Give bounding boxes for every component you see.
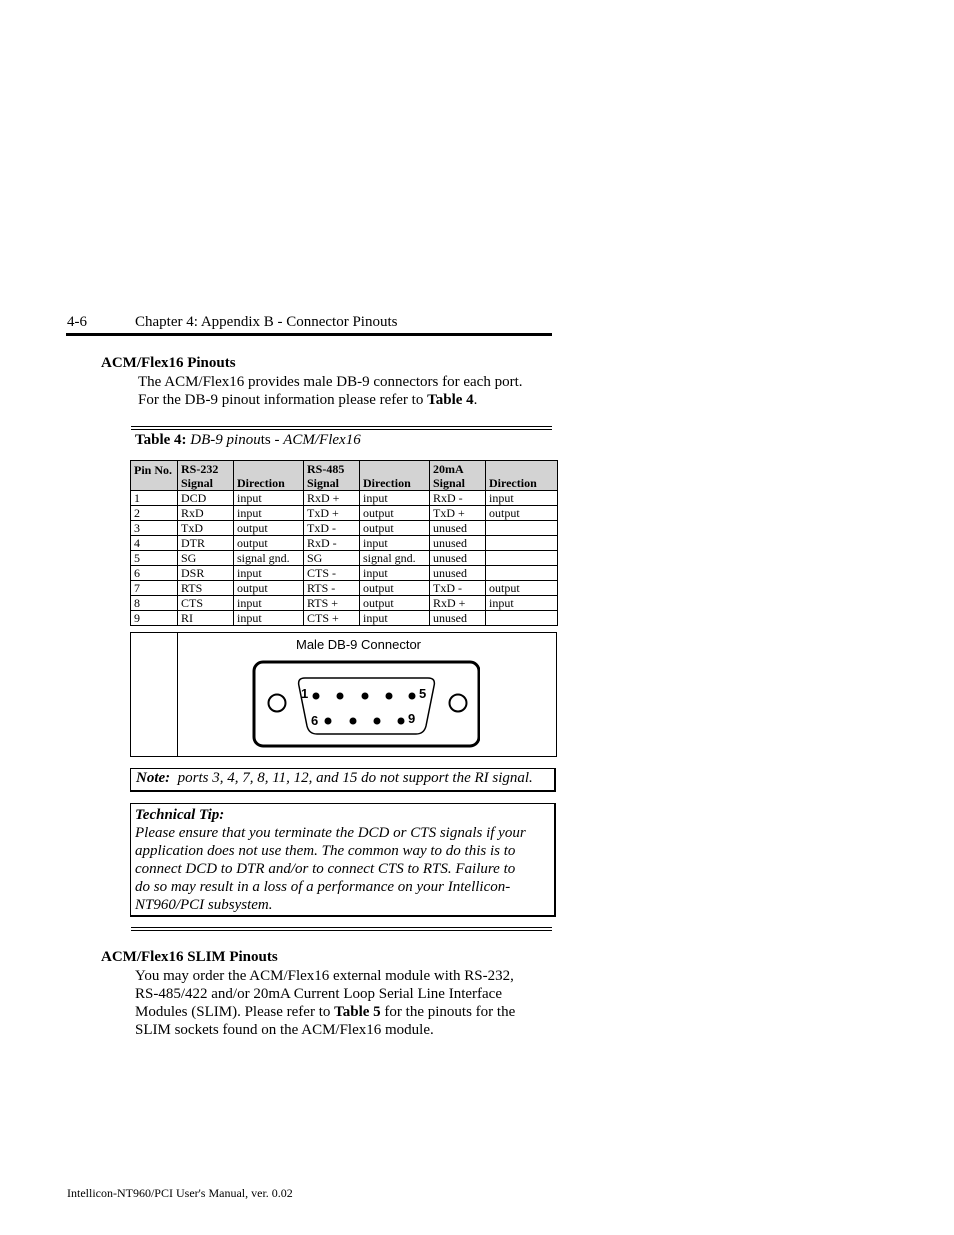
table-cell: 8	[131, 596, 178, 611]
table-row	[131, 491, 558, 506]
paragraph-line: You may order the ACM/Flex16 external module with RS-232,	[135, 968, 514, 984]
table-cell: TxD +	[430, 506, 486, 521]
table-cell: DSR	[178, 566, 234, 581]
technical-tip-box	[130, 803, 556, 917]
table-cell: 1	[131, 491, 178, 506]
table-cell: unused	[430, 566, 486, 581]
table-cell: output	[234, 521, 304, 536]
tip-line: do so may result in a loss of a performance on your Intellicon-	[135, 879, 511, 895]
table-row	[131, 596, 558, 611]
table-cell: output	[360, 581, 430, 596]
header-rs232-signal: RS-232 Signal	[178, 461, 234, 491]
table-cell: signal gnd.	[360, 551, 430, 566]
table-cell: output	[360, 596, 430, 611]
table-cell: unused	[430, 551, 486, 566]
table-cell: input	[234, 491, 304, 506]
section-paragraph-pinouts	[138, 373, 523, 409]
header-rs485-signal: RS-485 Signal	[304, 461, 360, 491]
table-cell: 5	[131, 551, 178, 566]
tip-title: Technical Tip:	[135, 807, 225, 823]
table-cell: output	[486, 506, 558, 521]
table-caption-text: ts -	[260, 432, 284, 448]
pin-9-label: 9	[408, 711, 416, 726]
paragraph-text: .	[473, 392, 478, 408]
table-row	[131, 551, 558, 566]
table-cell: signal gnd.	[234, 551, 304, 566]
pin-5-label: 5	[419, 686, 427, 701]
table-cell: RI	[178, 611, 234, 626]
paragraph-text: Modules (SLIM). Please refer to	[135, 1004, 335, 1020]
page-footer: Intellicon-NT960/PCI User's Manual, ver. 0.02	[67, 1186, 293, 1200]
mounting-hole-right	[450, 695, 467, 712]
connector-box-divider	[177, 632, 178, 757]
paragraph-text: For the DB-9 pinout information please refer to	[138, 392, 428, 408]
table-cell: unused	[430, 536, 486, 551]
table-cell: output	[234, 581, 304, 596]
header-rs485-direction: Direction	[360, 461, 430, 491]
table-cell: RxD +	[430, 596, 486, 611]
table-cell: RxD +	[304, 491, 360, 506]
note-text: ports 3, 4, 7, 8, 11, 12, and 15 do not support the RI signal.	[177, 770, 533, 786]
table-cell: output	[360, 521, 430, 536]
table-cell: 6	[131, 566, 178, 581]
table-cell: SG	[178, 551, 234, 566]
pin-1-label: 1	[301, 686, 309, 701]
table-row	[131, 581, 558, 596]
table-cell: CTS	[178, 596, 234, 611]
table-cell: input	[360, 491, 430, 506]
pin-icon	[374, 718, 381, 725]
table-cell: DCD	[178, 491, 234, 506]
section-title-pinouts: ACM/Flex16 Pinouts	[101, 355, 236, 371]
table-cell: input	[360, 566, 430, 581]
header-rs232-direction: Direction	[234, 461, 304, 491]
paragraph-text: for the pinouts for the	[380, 1004, 516, 1020]
table-row	[131, 521, 558, 536]
table-row	[131, 536, 558, 551]
paragraph-line	[138, 391, 523, 409]
table-cell: input	[360, 536, 430, 551]
note-label: Note:	[136, 770, 171, 786]
pin-icon	[362, 693, 369, 700]
table-cell: input	[486, 491, 558, 506]
section-title-slim-pinouts: ACM/Flex16 SLIM Pinouts	[101, 949, 278, 965]
table-row	[131, 566, 558, 581]
table-caption-label: Table 4:	[135, 432, 187, 448]
double-rule-bottom	[131, 927, 552, 931]
section-paragraph-slim	[135, 967, 515, 1039]
table-cell	[486, 551, 558, 566]
mounting-hole-left	[269, 695, 286, 712]
table-reference: Table 4	[427, 392, 474, 408]
table-caption-italic: DB-9 pinou	[190, 432, 261, 448]
pin-icon	[337, 693, 344, 700]
table-cell	[486, 566, 558, 581]
table-cell: TxD -	[430, 581, 486, 596]
pin-icon	[409, 693, 416, 700]
table-cell: input	[234, 611, 304, 626]
table-cell: 3	[131, 521, 178, 536]
table-row	[131, 506, 558, 521]
page-number: 4-6	[67, 314, 87, 330]
table-reference: Table 5	[334, 1004, 381, 1020]
table-cell: DTR	[178, 536, 234, 551]
table-cell: output	[234, 536, 304, 551]
table-cell	[486, 611, 558, 626]
paragraph-line	[135, 1003, 515, 1021]
table-cell: TxD -	[304, 521, 360, 536]
table-cell: 7	[131, 581, 178, 596]
table-cell: SG	[304, 551, 360, 566]
table-cell: input	[234, 566, 304, 581]
header-20ma-direction: Direction	[486, 461, 558, 491]
table-cell: unused	[430, 521, 486, 536]
table-cell: output	[486, 581, 558, 596]
header-20ma-signal: 20mA Signal	[430, 461, 486, 491]
table-cell	[486, 521, 558, 536]
table-cell: RxD -	[430, 491, 486, 506]
note-box	[130, 768, 556, 792]
table-cell: TxD +	[304, 506, 360, 521]
header-pin-no: Pin No.	[131, 461, 178, 491]
pin-icon	[325, 718, 332, 725]
chapter-title: Chapter 4: Appendix B - Connector Pinouts	[135, 314, 398, 330]
table-row	[131, 611, 558, 626]
table-cell: CTS +	[304, 611, 360, 626]
paragraph-line: The ACM/Flex16 provides male DB-9 connectors for each port.	[138, 374, 523, 390]
table-cell: RxD -	[304, 536, 360, 551]
db9-connector-icon	[250, 658, 480, 750]
table-cell	[486, 536, 558, 551]
table-cell: input	[234, 506, 304, 521]
table-caption	[135, 432, 361, 449]
pin-icon	[386, 693, 393, 700]
table-caption-italic: ACM/Flex16	[283, 432, 361, 448]
tip-line: application does not use them. The common way to do this is to	[135, 843, 516, 859]
pin-6-label: 6	[311, 713, 319, 728]
table-cell: RTS -	[304, 581, 360, 596]
tip-line: NT960/PCI subsystem.	[135, 897, 273, 913]
pin-icon	[398, 718, 405, 725]
paragraph-line: SLIM sockets found on the ACM/Flex16 module.	[135, 1022, 434, 1038]
table-cell: 4	[131, 536, 178, 551]
pin-icon	[350, 718, 357, 725]
table-cell: input	[360, 611, 430, 626]
tip-line: connect DCD to DTR and/or to connect CTS to RTS. Failure to	[135, 861, 516, 877]
table-cell: unused	[430, 611, 486, 626]
table-cell: TxD	[178, 521, 234, 536]
pinout-table	[130, 460, 558, 626]
table-cell: 2	[131, 506, 178, 521]
table-cell: input	[234, 596, 304, 611]
connector-label: Male DB-9 Connector	[296, 637, 421, 652]
paragraph-line: RS-485/422 and/or 20mA Current Loop Serial Line Interface	[135, 986, 502, 1002]
table-cell: output	[360, 506, 430, 521]
table-cell: RTS +	[304, 596, 360, 611]
double-rule-top	[131, 426, 552, 430]
table-cell: RxD	[178, 506, 234, 521]
table-cell: CTS -	[304, 566, 360, 581]
header-rule	[66, 333, 552, 336]
table-cell: RTS	[178, 581, 234, 596]
table-cell: 9	[131, 611, 178, 626]
tip-line: Please ensure that you terminate the DCD or CTS signals if your	[135, 825, 526, 841]
pin-icon	[313, 693, 320, 700]
table-cell: input	[486, 596, 558, 611]
